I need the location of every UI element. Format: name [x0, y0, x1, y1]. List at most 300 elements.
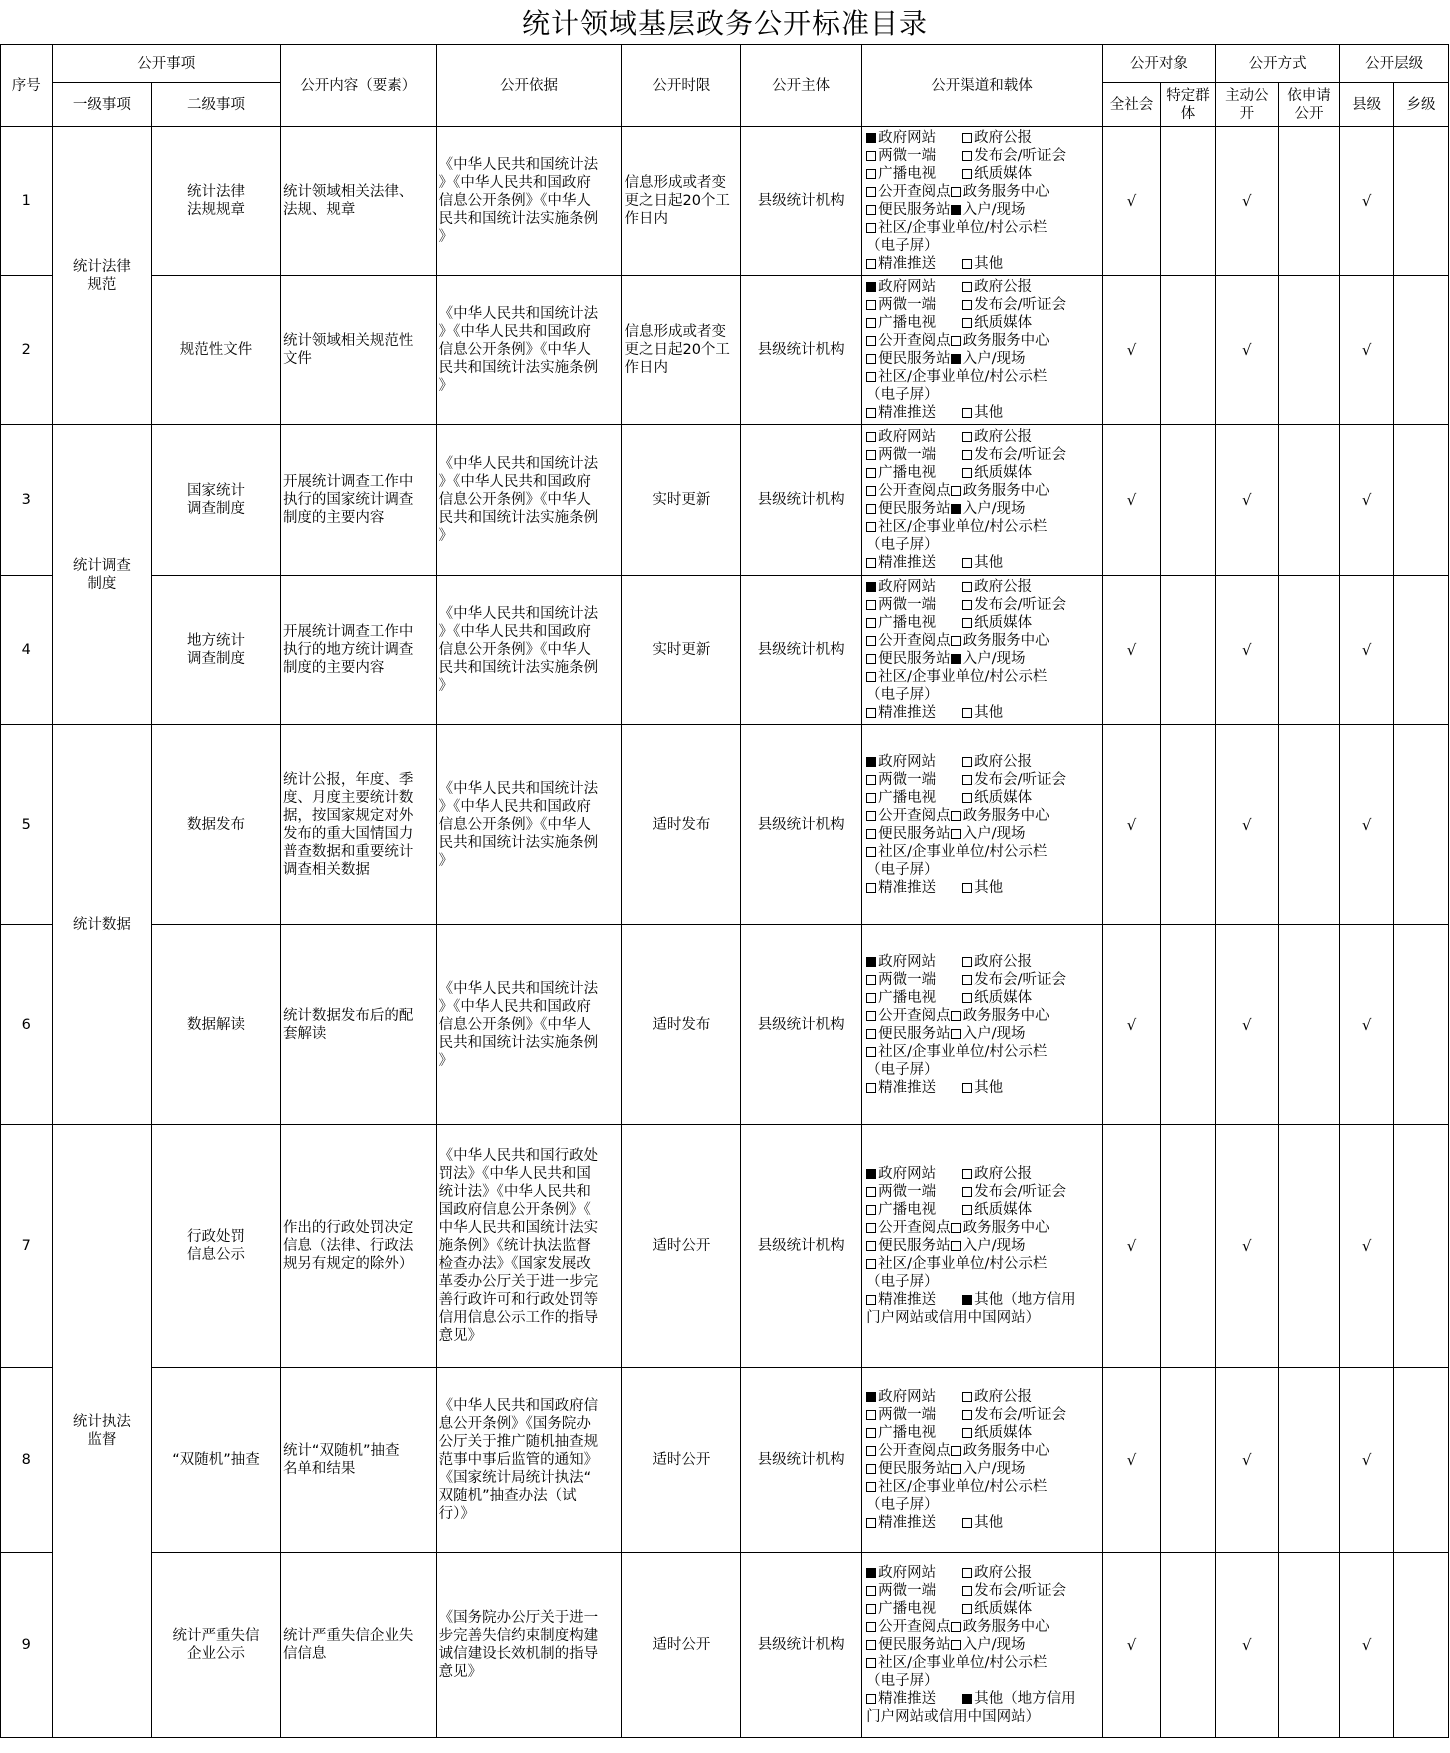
channel-option-radio-tv	[866, 989, 962, 1007]
time-cell	[622, 425, 741, 576]
text-line: 法规规章	[187, 202, 246, 218]
check-mark: √	[1242, 491, 1252, 509]
checkbox-icon	[866, 408, 876, 418]
text-line: 普查数据和重要统计	[282, 843, 414, 860]
channel-label: 入户/现场	[962, 202, 1026, 218]
text-line: 执行的地方统计调查	[282, 642, 414, 658]
text-line: 调查制度	[187, 651, 246, 667]
channel-label: 政府公报	[974, 579, 1033, 595]
channel-label: 纸质媒体	[974, 989, 1033, 1006]
channel-label: 广播电视	[878, 789, 937, 806]
header-level1: 一级事项	[52, 83, 152, 127]
channel-line	[866, 201, 1098, 219]
header-matter: 公开事项	[52, 45, 280, 83]
mark-active	[1215, 1553, 1278, 1738]
channel-label: 发布会/听证会	[974, 771, 1067, 788]
text-line: 信息公开条例》《中华人	[438, 342, 591, 358]
check-mark: √	[1242, 1451, 1252, 1469]
channel-line	[866, 1618, 1098, 1636]
header-on-request: 依申请公开	[1278, 83, 1340, 127]
content-cell	[280, 276, 436, 425]
channel-option-other	[962, 879, 1003, 897]
checkbox-icon	[866, 1011, 876, 1021]
checkbox-icon	[962, 1205, 972, 1215]
channel-option-service-center	[951, 632, 1050, 650]
text-line: 套解读	[282, 1025, 327, 1042]
checkbox-icon	[866, 1223, 876, 1233]
channel-line	[866, 165, 1098, 183]
channel-label: 政府公报	[974, 1389, 1033, 1405]
check-mark: √	[1126, 641, 1137, 659]
channel-line	[866, 350, 1098, 368]
channel-label: 其他	[974, 1079, 1004, 1096]
level2-item	[152, 425, 281, 576]
checkbox-icon	[962, 1187, 972, 1197]
channel-option-other	[962, 1079, 1003, 1097]
text-line: 统计数据	[72, 916, 131, 933]
check-mark: √	[1126, 341, 1137, 359]
channel-option-gov-gazette	[962, 428, 1032, 446]
table-row	[1, 925, 1449, 1125]
channel-label: 广播电视	[878, 989, 937, 1006]
channel-option-convenience-station	[866, 350, 951, 368]
channel-option-two-wei-one-end	[866, 596, 962, 614]
channel-option-precise-push	[866, 1514, 962, 1532]
channel-label: 便民服务站	[878, 351, 951, 367]
text-line: 更之日起20个工	[624, 193, 730, 209]
channel-option-reading-point	[866, 482, 951, 500]
channel-label: 两微一端	[878, 597, 937, 613]
header-town: 乡级	[1394, 83, 1449, 127]
checkbox-icon	[866, 636, 876, 646]
mark-on-request	[1278, 1368, 1340, 1553]
content-cell	[280, 725, 436, 925]
channel-option-gov-gazette	[962, 1564, 1032, 1582]
check-mark: √	[1242, 641, 1252, 659]
channel-label: 政务服务中心	[962, 1619, 1050, 1635]
text-line: 监督	[87, 1432, 117, 1448]
content-cell	[280, 576, 436, 725]
checkbox-icon	[962, 793, 972, 803]
checkbox-icon	[866, 259, 876, 269]
channel-line	[866, 1636, 1098, 1654]
checkbox-icon	[866, 1518, 876, 1528]
channel-label: 政府公报	[974, 753, 1033, 770]
text-line: 》《中华人民共和国政府	[438, 175, 591, 191]
channel-option-door-site	[951, 1460, 1026, 1478]
channel-option-print-media	[962, 165, 1032, 183]
channel-line	[866, 332, 1098, 350]
mark-specific-group	[1161, 725, 1216, 925]
text-line: 民共和国统计法实施条例	[438, 360, 599, 376]
text-line: 数据解读	[187, 1016, 246, 1033]
row-seq: 9	[1, 1553, 53, 1738]
checkbox-icon	[866, 708, 876, 718]
content-cell	[280, 1553, 436, 1738]
text-line: 《中华人民共和国统计法	[438, 306, 599, 322]
check-mark: √	[1361, 192, 1372, 210]
mark-active	[1215, 576, 1278, 725]
channel-label: 其他（地方信用	[974, 1292, 1076, 1308]
checkbox-icon	[962, 282, 972, 292]
level2-item	[152, 276, 281, 425]
channel-option-reading-point	[866, 1007, 951, 1025]
mark-all-society	[1102, 1553, 1160, 1738]
level2-item	[152, 127, 281, 276]
channel-option-door-site	[951, 350, 1026, 368]
check-mark: √	[1361, 1451, 1372, 1469]
checkbox-icon	[962, 757, 972, 767]
text-line: 执行的国家统计调查	[282, 492, 414, 508]
channel-line	[866, 183, 1098, 201]
time-cell	[622, 276, 741, 425]
channel-label: 精准推送	[878, 879, 937, 896]
text-line: 统计公报，年度、季	[282, 771, 414, 788]
channel-line	[866, 428, 1098, 446]
text-line: 适时公开	[652, 1637, 711, 1653]
channel-line	[866, 386, 1098, 404]
text-line: 罚法》《中华人民共和国	[438, 1166, 591, 1182]
channel-label: 两微一端	[878, 1583, 937, 1599]
check-mark: √	[1242, 1237, 1252, 1255]
text-line: 信息公开条例》《中华人	[438, 492, 591, 508]
channel-option-precise-push	[866, 1079, 962, 1097]
channel-label: 纸质媒体	[974, 1601, 1033, 1617]
checkbox-icon	[951, 187, 961, 197]
text-line: 范事中事后监管的通知》	[438, 1452, 599, 1468]
channel-line	[866, 1654, 1098, 1672]
subject-cell: 县级统计机构	[741, 127, 862, 276]
channel-option-radio-tv	[866, 1201, 962, 1219]
channel-label: 便民服务站	[878, 501, 951, 517]
text-line: 调查制度	[187, 501, 246, 517]
text-line: 信信息	[282, 1646, 327, 1662]
checkbox-icon	[866, 654, 876, 664]
row-seq: 4	[1, 576, 53, 725]
channel-option-door-site	[951, 1636, 1026, 1654]
channel-label: 门户网站或信用中国网站）	[866, 1310, 1041, 1326]
channel-option-reading-point	[866, 632, 951, 650]
channel-line	[866, 1708, 1098, 1726]
text-line: 作出的行政处罚决定	[282, 1220, 414, 1236]
channel-line	[866, 807, 1098, 825]
channel-label: 纸质媒体	[974, 1425, 1033, 1441]
time-cell	[622, 127, 741, 276]
channel-line	[866, 554, 1098, 572]
check-mark: √	[1361, 1237, 1372, 1255]
header-seq: 序号	[1, 45, 53, 127]
channel-line	[866, 404, 1098, 422]
channel-cell	[862, 725, 1103, 925]
text-line: 统计领域相关法律、	[282, 184, 414, 200]
channel-option-other	[962, 704, 1003, 722]
channel-option-gov-website	[866, 428, 962, 446]
text-line: 适时发布	[652, 816, 711, 833]
check-mark: √	[1242, 1015, 1252, 1034]
channel-line	[866, 771, 1098, 789]
channel-line	[866, 536, 1098, 554]
checkbox-icon	[962, 1428, 972, 1438]
mark-on-request	[1278, 1553, 1340, 1738]
text-line: 善行政许可和行政处罚等	[438, 1292, 599, 1308]
text-line: 信息公开条例》《中华人	[438, 642, 591, 658]
checkbox-icon	[866, 1694, 876, 1704]
mark-on-request	[1278, 925, 1340, 1125]
text-line: 施条例》《统计执法监督	[438, 1238, 591, 1254]
channel-label: 政府公报	[974, 429, 1033, 445]
channel-option-gov-gazette	[962, 1388, 1032, 1406]
channel-label: 精准推送	[878, 555, 937, 571]
checkbox-icon	[866, 582, 876, 592]
catalog-table	[0, 44, 1449, 1738]
table-body	[1, 127, 1449, 1738]
text-line: 企业公示	[187, 1646, 246, 1662]
level2-item	[152, 1368, 281, 1553]
channel-label: 入户/现场	[962, 1637, 1026, 1653]
table-row	[1, 127, 1449, 276]
check-mark: √	[1361, 491, 1372, 509]
channel-label: 政务服务中心	[962, 1443, 1050, 1459]
channel-option-convenience-station	[866, 825, 951, 843]
checkbox-icon	[866, 432, 876, 442]
text-line: 适时公开	[652, 1452, 711, 1468]
channel-label: 两微一端	[878, 148, 937, 164]
checkbox-icon	[866, 793, 876, 803]
time-cell	[622, 725, 741, 925]
mark-town	[1394, 725, 1449, 925]
checkbox-icon	[866, 1622, 876, 1632]
text-line: 信息形成或者变	[624, 324, 726, 340]
checkbox-icon	[962, 1410, 972, 1420]
mark-on-request	[1278, 425, 1340, 576]
channel-option-other-credit	[962, 1291, 1076, 1309]
channel-line	[866, 446, 1098, 464]
checkbox-icon	[866, 169, 876, 179]
subject-cell: 县级统计机构	[741, 925, 862, 1125]
table-row	[1, 576, 1449, 725]
channel-label: 政府公报	[974, 953, 1033, 970]
channel-line	[866, 1237, 1098, 1255]
checkbox-icon	[962, 1392, 972, 1402]
channel-option-convenience-station	[866, 1025, 951, 1043]
text-line: 行政处罚	[187, 1229, 246, 1245]
mark-active	[1215, 1125, 1278, 1368]
channel-line	[866, 704, 1098, 722]
checkbox-icon	[962, 1604, 972, 1614]
checkbox-icon	[866, 1187, 876, 1197]
checkbox-icon	[866, 1047, 876, 1057]
mark-town	[1394, 425, 1449, 576]
channel-label: 社区/企事业单位/村公示栏	[878, 220, 1048, 236]
table-row	[1, 425, 1449, 576]
channel-label: （电子屏）	[866, 1673, 939, 1689]
channel-line	[866, 237, 1098, 255]
mark-county	[1340, 425, 1394, 576]
channel-line	[866, 632, 1098, 650]
basis-cell	[436, 725, 622, 925]
checkbox-icon	[951, 636, 961, 646]
text-line: 实时更新	[652, 642, 711, 658]
mark-county	[1340, 925, 1394, 1125]
channel-label: 入户/现场	[962, 501, 1026, 517]
channel-label: （电子屏）	[866, 1061, 939, 1078]
subject-cell: 县级统计机构	[741, 576, 862, 725]
channel-line	[866, 614, 1098, 632]
channel-label: 发布会/听证会	[974, 597, 1067, 613]
text-line: 》	[438, 852, 454, 869]
channel-line	[866, 1255, 1098, 1273]
basis-cell	[436, 425, 622, 576]
channel-label: 精准推送	[878, 1691, 937, 1707]
checkbox-icon	[951, 205, 961, 215]
check-mark: √	[1361, 815, 1372, 834]
channel-line	[866, 1496, 1098, 1514]
level1-group	[52, 1125, 152, 1738]
channel-label: 纸质媒体	[974, 465, 1033, 481]
channel-label: 纸质媒体	[974, 1202, 1033, 1218]
channel-line	[866, 278, 1098, 296]
checkbox-icon	[962, 775, 972, 785]
text-line: 数据发布	[187, 816, 246, 833]
text-line: 国政府信息公开条例》《	[438, 1202, 591, 1218]
channel-label: 入户/现场	[962, 1238, 1026, 1254]
channel-label: 广播电视	[878, 465, 937, 481]
mark-town	[1394, 576, 1449, 725]
channel-line	[866, 1007, 1098, 1025]
checkbox-icon	[962, 1694, 972, 1704]
checkbox-icon	[962, 1568, 972, 1578]
mark-on-request	[1278, 127, 1340, 276]
channel-label: 政府公报	[974, 1565, 1033, 1581]
checkbox-icon	[866, 1241, 876, 1251]
table-row	[1, 1553, 1449, 1738]
text-line: 信息（法律、行政法	[282, 1238, 414, 1254]
mark-active	[1215, 425, 1278, 576]
channel-line	[866, 1424, 1098, 1442]
channel-cell	[862, 1368, 1103, 1553]
channel-label: 公开查阅点	[878, 1220, 951, 1236]
channel-option-two-wei-one-end	[866, 446, 962, 464]
channel-label: 公开查阅点	[878, 807, 951, 824]
channel-option-service-center	[951, 1442, 1050, 1460]
channel-cell	[862, 276, 1103, 425]
channel-label: 广播电视	[878, 1425, 937, 1441]
channel-line	[866, 1478, 1098, 1496]
mark-town	[1394, 127, 1449, 276]
channel-option-reading-point	[866, 332, 951, 350]
channel-line	[866, 1291, 1098, 1309]
channel-label: 公开查阅点	[878, 1007, 951, 1024]
mark-all-society	[1102, 425, 1160, 576]
text-line: 意见》	[438, 1328, 483, 1344]
channel-line	[866, 296, 1098, 314]
checkbox-icon	[866, 1169, 876, 1179]
mark-active	[1215, 725, 1278, 925]
channel-label: 政府网站	[878, 1565, 937, 1581]
channel-label: 社区/企事业单位/村公示栏	[878, 1655, 1048, 1671]
checkbox-icon	[866, 450, 876, 460]
channel-line	[866, 753, 1098, 771]
channel-line	[866, 147, 1098, 165]
channel-label: 其他	[974, 879, 1004, 896]
text-line: 》《中华人民共和国政府	[438, 474, 591, 490]
channel-option-radio-tv	[866, 165, 962, 183]
channel-line	[866, 789, 1098, 807]
checkbox-icon	[866, 1604, 876, 1614]
checkbox-icon	[866, 486, 876, 496]
channel-label: 精准推送	[878, 1292, 937, 1308]
checkbox-icon	[866, 522, 876, 532]
text-line: 法规、规章	[282, 202, 356, 218]
channel-line	[866, 464, 1098, 482]
text-line: 息公开条例》《国务院办	[438, 1416, 591, 1432]
mark-all-society	[1102, 725, 1160, 925]
channel-label: 入户/现场	[962, 651, 1026, 667]
text-line: 》《中华人民共和国政府	[438, 998, 591, 1015]
basis-cell	[436, 1368, 622, 1553]
channel-option-door-site	[951, 201, 1026, 219]
channel-label: 广播电视	[878, 1202, 937, 1218]
channel-label: 入户/现场	[962, 825, 1026, 842]
channel-label: 发布会/听证会	[974, 971, 1067, 988]
text-line: 统计“双随机”抽查	[282, 1443, 400, 1459]
channel-option-community-board	[866, 1255, 1047, 1273]
header-subject: 公开主体	[741, 45, 862, 127]
checkbox-icon	[866, 354, 876, 364]
channel-option-door-site	[951, 650, 1026, 668]
table-row	[1, 1125, 1449, 1368]
mark-county	[1340, 276, 1394, 425]
channel-line	[866, 1309, 1098, 1327]
channel-option-community-board	[866, 219, 1047, 237]
channel-option-reading-point	[866, 183, 951, 201]
channel-label: 政务服务中心	[962, 483, 1050, 499]
time-cell	[622, 576, 741, 725]
text-line: 》	[438, 528, 454, 544]
channel-option-gov-gazette	[962, 578, 1032, 596]
channel-label: 两微一端	[878, 297, 937, 313]
checkbox-icon	[866, 1446, 876, 1456]
checkbox-icon	[951, 1464, 961, 1474]
channel-label: 精准推送	[878, 705, 937, 721]
checkbox-icon	[951, 1011, 961, 1021]
text-line: 》《中华人民共和国政府	[438, 624, 591, 640]
text-line: 开展统计调查工作中	[282, 474, 414, 490]
channel-option-gov-gazette	[962, 953, 1032, 971]
mark-county	[1340, 1553, 1394, 1738]
header-all-society: 全社会	[1102, 83, 1160, 127]
channel-label: 公开查阅点	[878, 184, 951, 200]
checkbox-icon	[866, 993, 876, 1003]
checkbox-icon	[866, 1428, 876, 1438]
header-content: 公开内容（要素）	[280, 45, 436, 127]
channel-label: 便民服务站	[878, 202, 951, 218]
text-line: 统计数据发布后的配	[282, 1007, 414, 1024]
mark-active	[1215, 127, 1278, 276]
checkbox-icon	[866, 1295, 876, 1305]
row-seq: 5	[1, 725, 53, 925]
row-seq: 2	[1, 276, 53, 425]
checkbox-icon	[866, 223, 876, 233]
text-line: 统计法》《中华人民共和	[438, 1184, 591, 1200]
text-line: 》	[438, 229, 454, 245]
header-level2: 二级事项	[152, 83, 281, 127]
checkbox-icon	[962, 1586, 972, 1596]
channel-line	[866, 650, 1098, 668]
text-line: 统计法律	[72, 258, 131, 275]
text-line: 据，按国家规定对外	[282, 807, 414, 824]
checkbox-icon	[866, 975, 876, 985]
